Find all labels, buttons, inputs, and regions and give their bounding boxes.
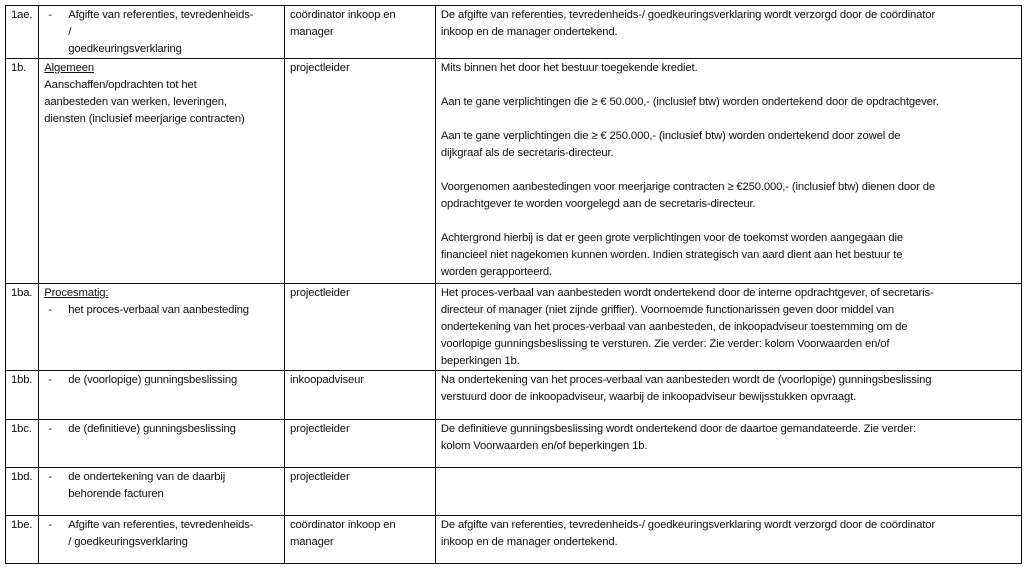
row-conditions: De afgifte van referenties, tevredenheids-/ goedkeuringsverklaring wordt verzorgd door de coördinator inkoop en de manager ondertekend. bbox=[435, 516, 1021, 564]
row-role: coördinator inkoop en manager bbox=[284, 516, 435, 564]
row-code: 1bd. bbox=[6, 468, 39, 516]
subject-item: de (definitieve) gunningsbeslissing bbox=[68, 423, 236, 435]
row-code: 1be. bbox=[6, 516, 39, 564]
dash-bullet: - bbox=[48, 471, 52, 483]
subject-item: de (voorlopige) gunningsbeslissing bbox=[68, 374, 238, 386]
dash-bullet: - bbox=[48, 374, 52, 386]
subject-item: de ondertekening van de daarbij behorende facturen bbox=[68, 471, 226, 500]
subject-body: Aanschaffen/opdrachten tot het aanbesteden van werken, leveringen, diensten (inclusief meerjarige contracten) bbox=[44, 79, 245, 125]
row-subject bbox=[39, 516, 285, 564]
dash-bullet: - bbox=[48, 519, 52, 531]
row-subject bbox=[39, 420, 285, 468]
row-role: projectleider bbox=[284, 284, 435, 371]
mandate-table bbox=[5, 5, 1022, 564]
row-conditions: Mits binnen het door het bestuur toegekende krediet. Aan te gane verplichtingen die ≥ € 50.000,- (inclusief btw) worden ondertekend door de opdrachtgever. Aan te gane verplichtingen die ≥ € 250.000,- (inclusief btw) worden ondertekend door zowel de dijkgraaf als de secretaris-directeur. Voorgenomen aanbestedingen voor meerjarige contracten ≥ €250.000,- (inclusief btw) dienen door de opdrachtgever te worden voorgelegd aan de secretaris-directeur. Achtergrond hierbij is dat er geen grote verplichtingen voor de toekomst worden aangegaan die financieel niet nagekomen kunnen worden. Indien strategisch van aard dient aan het bestuur te worden gerapporteerd. bbox=[435, 59, 1021, 284]
row-code: 1ae. bbox=[6, 6, 39, 59]
row-code: 1ba. bbox=[6, 284, 39, 371]
table-row bbox=[6, 284, 1022, 371]
row-conditions: Het proces-verbaal van aanbesteden wordt ondertekend door de interne opdrachtgever, of secretaris- directeur of manager (niet zijnde griffier). Voornoemde functionarissen geven door middel van ondertekening van het proces-verbaal van aanbesteden, de inkoopadviseur toestemming om de voorlopige gunningsbeslissing te versturen. Zie verder: Zie verder: kolom Voorwaarden en/of beperkingen 1b. bbox=[435, 284, 1021, 371]
row-role: projectleider bbox=[284, 468, 435, 516]
dash-bullet: - bbox=[48, 304, 52, 316]
subject-item: Afgifte van referenties, tevredenheids- / goedkeuringsverklaring bbox=[68, 9, 254, 55]
row-subject bbox=[39, 6, 285, 59]
row-role: coördinator inkoop en manager bbox=[284, 6, 435, 59]
dash-bullet: - bbox=[48, 9, 52, 21]
row-role: projectleider bbox=[284, 59, 435, 284]
table-row bbox=[6, 516, 1022, 564]
table-row bbox=[6, 59, 1022, 284]
row-conditions: De afgifte van referenties, tevredenheids-/ goedkeuringsverklaring wordt verzorgd door de coördinator inkoop en de manager ondertekend. bbox=[435, 6, 1021, 59]
subject-item: het proces-verbaal van aanbesteding bbox=[68, 304, 249, 316]
row-role: inkoopadviseur bbox=[284, 371, 435, 420]
subject-item: Afgifte van referenties, tevredenheids- / goedkeuringsverklaring bbox=[68, 519, 254, 548]
row-subject bbox=[39, 284, 285, 371]
row-subject bbox=[39, 468, 285, 516]
row-subject bbox=[39, 371, 285, 420]
row-code: 1b. bbox=[6, 59, 39, 284]
row-conditions: De definitieve gunningsbeslissing wordt ondertekend door de daartoe gemandateerde. Zie verder: kolom Voorwaarden en/of beperkingen 1b. bbox=[435, 420, 1021, 468]
row-conditions bbox=[435, 468, 1021, 516]
table-row bbox=[6, 6, 1022, 59]
subject-heading: Procesmatig: bbox=[44, 287, 109, 299]
table-row bbox=[6, 468, 1022, 516]
table-row bbox=[6, 420, 1022, 468]
subject-heading: Algemeen bbox=[44, 62, 94, 74]
row-code: 1bb. bbox=[6, 371, 39, 420]
dash-bullet: - bbox=[48, 423, 52, 435]
row-code: 1bc. bbox=[6, 420, 39, 468]
row-subject bbox=[39, 59, 285, 284]
row-conditions: Na ondertekening van het proces-verbaal van aanbesteden wordt de (voorlopige) gunningsbeslissing verstuurd door de inkoopadviseur, waarbij de inkoopadviseur bewijsstukken opvraagt. bbox=[435, 371, 1021, 420]
row-role: projectleider bbox=[284, 420, 435, 468]
table-row bbox=[6, 371, 1022, 420]
